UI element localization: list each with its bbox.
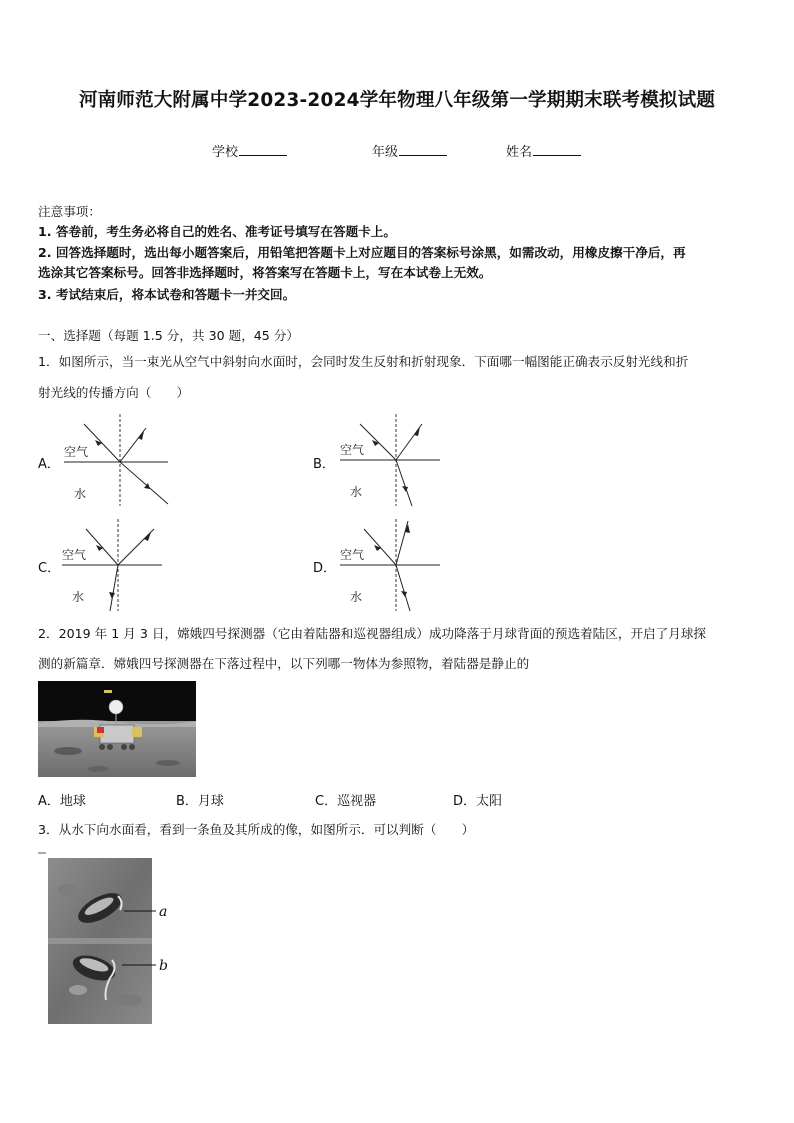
mast-camera xyxy=(104,690,112,693)
refracted-ray xyxy=(110,565,118,611)
refracted-ray xyxy=(396,565,410,611)
refracted-ray xyxy=(120,462,168,504)
refracted-ray xyxy=(396,460,412,506)
q2-text-line2: 测的新篇章．嫦娥四号探测器在下落过程中，以下列哪一物体为参照物，着陆器是静止的 xyxy=(38,656,530,671)
reflected-ray xyxy=(120,428,146,462)
q2-option-a: A．地球 xyxy=(38,794,86,809)
q1-option-a-label: A． xyxy=(38,457,60,472)
flag-icon xyxy=(97,727,104,733)
notice-heading: 注意事项： xyxy=(38,204,101,219)
grade-field xyxy=(372,141,447,160)
texture-spot xyxy=(58,884,78,896)
arrow-icon xyxy=(374,545,381,551)
water-label: 水 xyxy=(350,590,363,604)
label-b: b xyxy=(159,958,168,974)
q1-diagram-b xyxy=(336,412,444,508)
antenna-dish xyxy=(109,700,123,714)
grade-label: 年级 xyxy=(372,145,399,160)
q1-option-c-label: C． xyxy=(38,561,61,576)
grade-blank xyxy=(399,143,447,156)
q1-option-b-label: B． xyxy=(313,457,335,472)
name-blank xyxy=(533,143,581,156)
water-label: 水 xyxy=(74,487,87,501)
q1-option-d-label: D． xyxy=(313,561,337,576)
arrow-icon xyxy=(401,591,407,597)
page-title: 河南师范大附属中学2023-2024学年物理八年级第一学期期末联考模拟试题 xyxy=(78,90,716,111)
q2-text-line1: 2．2019 年 1 月 3 日，嫦娥四号探测器（它由着陆器和巡视器组成）成功降落于月球背面的预选着陆区，开启了月球探 xyxy=(38,626,707,641)
reflected-ray xyxy=(396,521,408,565)
q2-option-c: C．巡视器 xyxy=(315,794,377,809)
q3-text-line1: 3．从水下向水面看，看到一条鱼及其所成的像，如图所示．可以判断（ ） xyxy=(38,822,475,837)
notice-item-2-cont: 选涂其它答案标号。回答非选择题时，将答案写在答题卡上，写在本试卷上无效。 xyxy=(38,265,492,280)
q1-diagram-a xyxy=(58,412,172,508)
water-label: 水 xyxy=(350,485,363,499)
q1-diagram-d xyxy=(336,517,444,613)
wheel xyxy=(107,744,113,750)
notice-item-2: 2. 回答选择题时，选出每小题答案后，用铅笔把答题卡上对应题目的答案标号涂黑，如需改动，用橡皮擦干净后，再 xyxy=(38,245,686,260)
air-label: 空气 xyxy=(340,548,365,562)
fish-reflection-photo xyxy=(38,850,178,1028)
q1-text-line2: 射光线的传播方向（ ） xyxy=(38,385,190,400)
school-field xyxy=(212,141,287,160)
school-blank xyxy=(239,143,287,156)
label-a: a xyxy=(159,904,168,920)
reflected-ray xyxy=(396,424,422,460)
crater xyxy=(156,760,180,766)
section-heading: 一、选择题（每题 1.5 分，共 30 题，45 分） xyxy=(38,328,300,343)
air-label: 空气 xyxy=(340,443,365,457)
name-label: 姓名 xyxy=(506,145,533,160)
q2-option-b: B．月球 xyxy=(176,794,224,809)
rover-body xyxy=(100,725,134,743)
notice-item-1: 1. 答卷前，考生务必将自己的姓名、准考证号填写在答题卡上。 xyxy=(38,224,396,239)
incident-ray xyxy=(86,529,118,565)
arrow-icon xyxy=(138,431,144,440)
water-surface-band xyxy=(48,938,152,944)
texture-spot xyxy=(114,994,142,1006)
q1-text-line1: 1．如图所示，当一束光从空气中斜射向水面时，会同时发生反射和折射现象．下面哪一幅图能正确表示反射光线和折 xyxy=(38,354,689,369)
arrow-icon xyxy=(144,532,151,541)
arrow-icon xyxy=(414,427,420,436)
arrow-icon xyxy=(95,440,102,446)
incident-ray xyxy=(360,424,396,460)
air-label: 空气 xyxy=(62,548,87,562)
crater xyxy=(54,747,82,755)
crater xyxy=(88,766,108,772)
q1-diagram-c xyxy=(58,517,166,613)
arrow-icon xyxy=(109,592,115,599)
arrow-icon xyxy=(372,440,379,446)
water-label: 水 xyxy=(72,590,85,604)
wheel xyxy=(99,744,105,750)
wheel xyxy=(129,744,135,750)
q2-option-d: D．太阳 xyxy=(453,794,503,809)
school-label: 学校 xyxy=(212,145,239,160)
incident-ray xyxy=(364,529,396,565)
solar-panel xyxy=(132,727,142,737)
texture-spot xyxy=(69,985,87,995)
arrow-icon xyxy=(96,545,103,551)
name-field xyxy=(506,141,581,160)
chang-e-lander-photo xyxy=(38,681,196,777)
air-label: 空气 xyxy=(64,445,89,459)
wheel xyxy=(121,744,127,750)
notice-item-3: 3. 考试结束后，将本试卷和答题卡一并交回。 xyxy=(38,287,296,302)
